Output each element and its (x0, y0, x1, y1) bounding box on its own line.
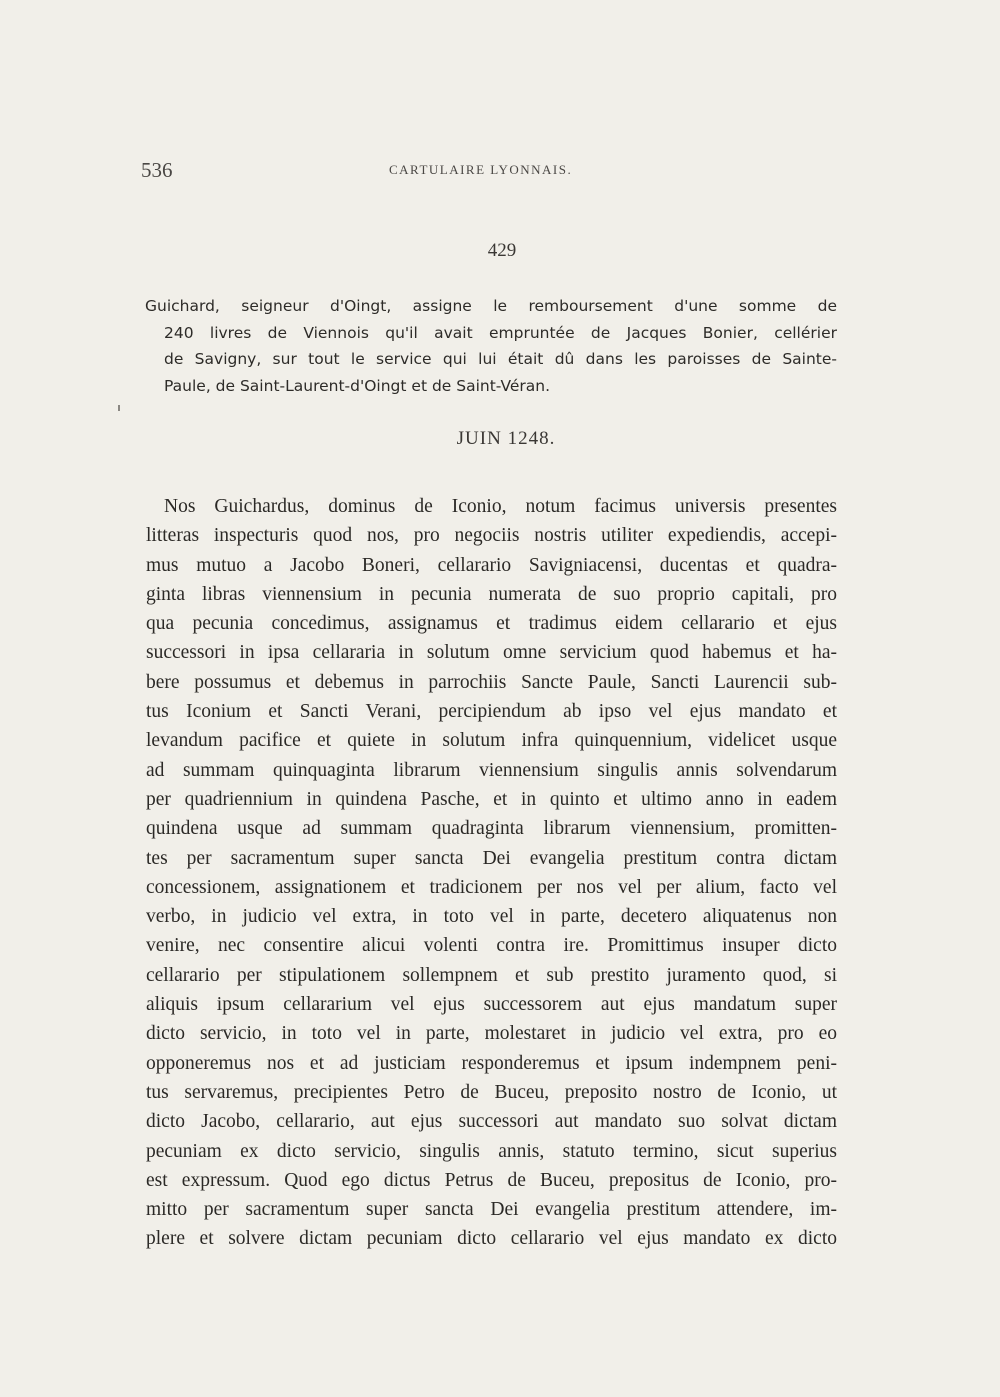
text-line: mus mutuo a Jacobo Boneri, cellarario Savigniacensi, ducentas et quadra- (146, 554, 837, 576)
text-line: ad summam quinquaginta librarum viennensium singulis annis solvendarum (146, 759, 837, 781)
charter-text (146, 492, 837, 1254)
text-line: levandum pacifice et quiete in solutum infra quinquennium, videlicet usque (146, 730, 837, 752)
text-line: dicto Jacobo, cellarario, aut ejus successori aut mandato suo solvat dictam (146, 1111, 837, 1133)
text-line: mitto per sacramentum super sancta Dei evangelia prestitum attendere, im- (146, 1199, 837, 1221)
summary-paragraph (145, 293, 837, 399)
text-line: tus Iconium et Sancti Verani, percipiendum ab ipso vel ejus mandato et (146, 701, 837, 723)
text-line: per quadriennium in quindena Pasche, et in quinto et ultimo anno in eadem (146, 788, 837, 810)
text-line: tus servaremus, precipientes Petro de Buceu, preposito nostro de Iconio, ut (146, 1081, 837, 1103)
text-line: qua pecunia concedimus, assignamus et tradimus eidem cellarario et ejus (146, 613, 837, 635)
text-line: dicto servicio, in toto vel in parte, molestaret in judicio vel extra, pro eo (146, 1023, 837, 1045)
text-line: cellarario per stipulationem sollempnem et sub prestito juramento quod, si (146, 964, 837, 986)
text-line: opponeremus nos et ad justiciam responderemus et ipsum indempnem peni- (146, 1052, 837, 1074)
text-line: Nos Guichardus, dominus de Iconio, notum facimus universis presentes (164, 496, 837, 517)
text-line: aliquis ipsum cellararium vel ejus successorem aut ejus mandatum super (146, 994, 837, 1016)
text-line: verbo, in judicio vel extra, in toto vel in parte, decetero aliquatenus non (146, 906, 837, 928)
margin-mark (118, 405, 120, 411)
text-line: quindena usque ad summam quadraginta librarum viennensium, promitten- (146, 818, 837, 840)
running-title: CARTULAIRE LYONNAIS. (389, 162, 573, 177)
text-line: litteras inspecturis quod nos, pro negociis nostris utiliter expediendis, accepi- (146, 525, 837, 547)
document-number: 429 (487, 240, 517, 261)
text-line: ginta libras viennensium in pecunia numerata de suo proprio capitali, pro (146, 583, 837, 605)
summary-line: Guichard, seigneur d'Oingt, assigne le remboursement d'une somme de (145, 297, 837, 315)
text-line: plere et solvere dictam pecuniam dicto cellarario vel ejus mandato ex dicto (146, 1228, 837, 1250)
summary-line: 240 livres de Viennois qu'il avait empruntée de Jacques Bonier, cellérier (164, 323, 837, 342)
text-line: tes per sacramentum super sancta Dei evangelia prestitum contra dictam (146, 847, 837, 869)
page-number: 536 (141, 158, 173, 182)
summary-line: Paule, de Saint-Laurent-d'Oingt et de Saint-Véran. (164, 376, 551, 395)
document-date: JUIN 1248. (456, 428, 556, 449)
summary-line: de Savigny, sur tout le service qui lui était dû dans les paroisses de Sainte- (164, 350, 837, 368)
text-line: pecuniam ex dicto servicio, singulis annis, statuto termino, sicut superius (146, 1140, 837, 1162)
text-line: successori in ipsa cellararia in solutum omne servicium quod habemus et ha- (146, 642, 837, 664)
text-line: venire, nec consentire alicui volenti contra ire. Promittimus insuper dicto (146, 935, 837, 957)
text-line: bere possumus et debemus in parrochiis Sancte Paule, Sancti Laurencii sub- (146, 671, 837, 693)
text-line: est expressum. Quod ego dictus Petrus de Buceu, prepositus de Iconio, pro- (146, 1169, 837, 1191)
text-line: concessionem, assignationem et tradicionem per nos vel per alium, facto vel (146, 876, 837, 898)
